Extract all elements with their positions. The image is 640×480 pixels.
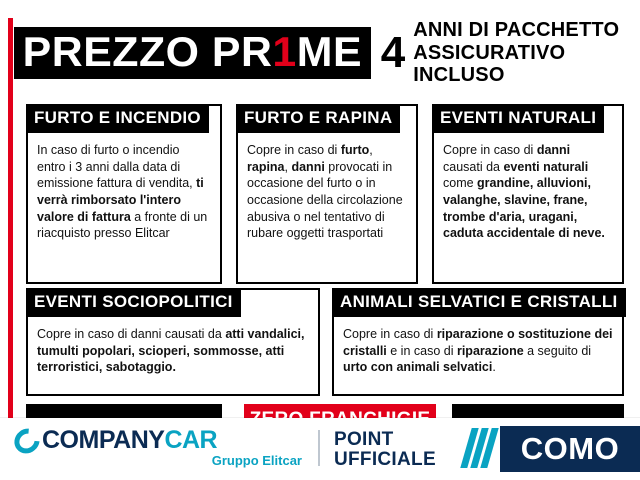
logo-wordmark [14,426,304,455]
header-subtitle [413,19,630,86]
city-badge: COMO [500,426,640,472]
footer-divider [318,430,320,466]
page-title [22,28,363,75]
title-suffix: ME [296,28,363,75]
card-header-wrap [26,288,241,317]
card-furto-e-rapina [236,104,418,284]
title-box [14,27,371,79]
card-body: In caso di furto o incendio entro i 3 anni dalla data di emissione fattura di vendita, ti verrà rimborsato l'intero valore di fattura a fronte di un riacquisto presso Elitcar [37,143,208,241]
point-line2: UFFICIALE [334,448,436,470]
card-furto-e-incendio [26,104,222,284]
logo-prefix: COMPANY [42,426,165,454]
left-accent-bar [8,18,13,418]
card-eventi-naturali [432,104,624,284]
title-one-highlight: 1 [272,28,297,75]
header-subtitle-group [381,19,630,86]
card-eventi-sociopolitici [26,288,320,396]
card-header-wrap [432,104,604,133]
point-line1: POINT [334,429,394,450]
card-body: Copre in caso di danni causati da atti vandalici, tumulti popolari, scioperi, sommosse, atti terroristici, sabotaggio. [37,327,305,375]
card-animali-selvatici-e-cristalli [332,288,624,396]
poster-header [14,18,630,88]
card-title: ANIMALI SELVATICI E CRISTALLI [332,288,626,317]
card-title: FURTO E RAPINA [236,104,400,133]
slashes-decoration-icon [466,428,493,468]
logo-subtitle: Gruppo Elitcar [211,453,302,468]
card-body: Copre in caso di danni causati da eventi naturali come grandine, alluvioni, valanghe, slavine, frane, trombe d'aria, uragani, caduta accidentale di neve. [443,143,605,241]
card-body: Copre in caso di furto, rapina, danni provocati in occasione del furto o in occasione della circolazione abusiva o nel tentativo di rubare oggetti trasportati [247,143,403,241]
card-body: Copre in caso di riparazione o sostituzione dei cristalli e in caso di riparazione a seguito di urto con animali selvatici. [343,327,613,375]
company-logo [14,426,304,468]
logo-suffix: CAR [164,426,218,454]
card-title: EVENTI SOCIOPOLITICI [26,288,241,317]
point-ufficiale-label [334,430,436,470]
header-subtitle-line1: ANNI DI PACCHETTO [413,19,620,42]
years-number: 4 [380,27,406,77]
card-header-wrap [236,104,400,133]
card-title: EVENTI NATURALI [432,104,604,133]
card-title: FURTO E INCENDIO [26,104,209,133]
header-subtitle-line2: ASSICURATIVO INCLUSO [413,41,566,87]
card-header-wrap [332,288,626,317]
footer-bar [0,418,640,480]
card-header-wrap [26,104,209,133]
title-prefix: PREZZO PR [22,28,273,75]
